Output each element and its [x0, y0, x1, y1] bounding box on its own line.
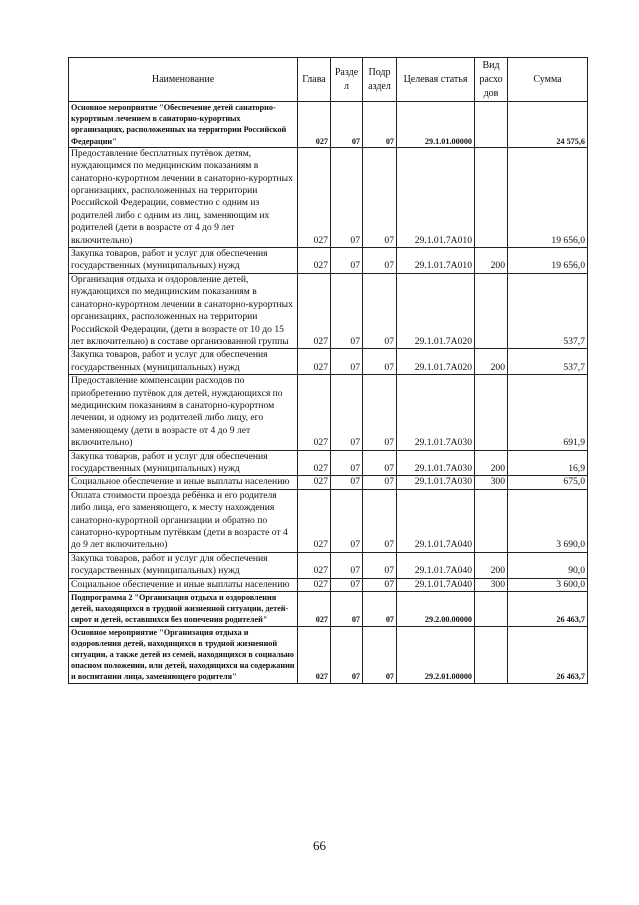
cell-razdel: 07 [331, 375, 363, 450]
cell-glava: 027 [298, 476, 331, 489]
table-row [69, 349, 588, 375]
cell-glava: 027 [298, 450, 331, 476]
cell-name: Закупка товаров, работ и услуг для обеспечения государственных (муниципальных) нужд [69, 450, 298, 476]
cell-podrazdel: 07 [363, 147, 397, 247]
cell-name: Оплата стоимости проезда ребёнка и его родителя либо лица, его заменяющего, к месту нахождения санаторно-курортной организации и обратно по санаторно-курортным путёвкам (дети в возрасте от 4 до 9 лет включительно) [69, 489, 298, 552]
header-podrazdel: Подр аздел [363, 58, 397, 102]
cell-razdel: 07 [331, 147, 363, 247]
header-sum: Сумма [508, 58, 588, 102]
cell-glava: 027 [298, 102, 331, 148]
cell-podrazdel: 07 [363, 476, 397, 489]
cell-target: 29.1.01.7А040 [397, 489, 475, 552]
cell-glava: 027 [298, 375, 331, 450]
cell-sum: 3 600,0 [508, 578, 588, 591]
cell-target: 29.2.01.00000 [397, 626, 475, 683]
cell-vid: 200 [475, 552, 508, 578]
cell-glava: 027 [298, 248, 331, 274]
cell-target: 29.1.01.7А010 [397, 248, 475, 274]
cell-vid [475, 626, 508, 683]
cell-sum: 675,0 [508, 476, 588, 489]
cell-vid: 300 [475, 578, 508, 591]
cell-vid: 200 [475, 450, 508, 476]
table-row [69, 450, 588, 476]
cell-podrazdel: 07 [363, 450, 397, 476]
cell-name: Предоставление бесплатных путёвок детям, нуждающимся по медицинским показаниям в санаторно-курортном лечении в санаторно-курортных организациях, расположенных на территории Российской Федерации, совместно с одним из родителей либо с одним из лиц, заменяющим их родителей (дети в возрасте от 4 до 9 лет включительно) [69, 147, 298, 247]
cell-vid: 300 [475, 476, 508, 489]
cell-sum: 26 463,7 [508, 592, 588, 627]
cell-podrazdel: 07 [363, 626, 397, 683]
cell-razdel: 07 [331, 349, 363, 375]
cell-razdel: 07 [331, 102, 363, 148]
table-row [69, 273, 588, 348]
cell-razdel: 07 [331, 476, 363, 489]
cell-podrazdel: 07 [363, 552, 397, 578]
cell-razdel: 07 [331, 450, 363, 476]
cell-target: 29.1.01.7А030 [397, 450, 475, 476]
cell-target: 29.1.01.7А020 [397, 349, 475, 375]
cell-razdel: 07 [331, 489, 363, 552]
cell-target: 29.1.01.7А030 [397, 476, 475, 489]
cell-target: 29.1.01.7А040 [397, 552, 475, 578]
cell-target: 29.2.00.00000 [397, 592, 475, 627]
cell-sum: 24 575,6 [508, 102, 588, 148]
cell-target: 29.1.01.7А040 [397, 578, 475, 591]
cell-razdel: 07 [331, 273, 363, 348]
cell-target: 29.1.01.7А020 [397, 273, 475, 348]
cell-vid [475, 489, 508, 552]
cell-vid [475, 102, 508, 148]
cell-glava: 027 [298, 578, 331, 591]
cell-name: Закупка товаров, работ и услуг для обеспечения государственных (муниципальных) нужд [69, 349, 298, 375]
table-row [69, 102, 588, 148]
cell-name: Предоставление компенсации расходов по приобретению путёвок для детей, нуждающихся по медицинским показаниям в санаторно-курортном лечении, и одному из родителей либо лицу, его заменяющему (дети в возрасте от 4 до 9 лет включительно) [69, 375, 298, 450]
cell-sum: 691,9 [508, 375, 588, 450]
cell-vid [475, 592, 508, 627]
cell-razdel: 07 [331, 578, 363, 591]
cell-name: Основное мероприятие "Обеспечение детей санаторно-курортным лечением в санаторно-курортных организациях, расположенных на территории Российской Федерации" [69, 102, 298, 148]
cell-target: 29.1.01.7А010 [397, 147, 475, 247]
header-glava: Глава [298, 58, 331, 102]
cell-glava: 027 [298, 626, 331, 683]
cell-glava: 027 [298, 552, 331, 578]
cell-glava: 027 [298, 349, 331, 375]
cell-glava: 027 [298, 592, 331, 627]
cell-razdel: 07 [331, 248, 363, 274]
cell-sum: 537,7 [508, 273, 588, 348]
cell-podrazdel: 07 [363, 489, 397, 552]
header-razdel: Разде л [331, 58, 363, 102]
cell-podrazdel: 07 [363, 273, 397, 348]
cell-podrazdel: 07 [363, 248, 397, 274]
header-vid: Вид расхо дов [475, 58, 508, 102]
table-header-row [69, 58, 588, 102]
cell-podrazdel: 07 [363, 102, 397, 148]
table-row [69, 489, 588, 552]
cell-sum: 26 463,7 [508, 626, 588, 683]
table-row [69, 552, 588, 578]
cell-glava: 027 [298, 147, 331, 247]
cell-vid: 200 [475, 248, 508, 274]
cell-glava: 027 [298, 273, 331, 348]
table-row [69, 248, 588, 274]
cell-vid [475, 273, 508, 348]
cell-name: Социальное обеспечение и иные выплаты населению [69, 578, 298, 591]
cell-name: Социальное обеспечение и иные выплаты населению [69, 476, 298, 489]
cell-vid [475, 375, 508, 450]
cell-podrazdel: 07 [363, 349, 397, 375]
cell-sum: 90,0 [508, 552, 588, 578]
cell-sum: 16,9 [508, 450, 588, 476]
cell-sum: 19 656,0 [508, 248, 588, 274]
page-number: 66 [313, 838, 326, 853]
table-row [69, 592, 588, 627]
table-row [69, 147, 588, 247]
header-target: Целевая статья [397, 58, 475, 102]
cell-name: Закупка товаров, работ и услуг для обеспечения государственных (муниципальных) нужд [69, 552, 298, 578]
table-row [69, 626, 588, 683]
cell-glava: 027 [298, 489, 331, 552]
budget-table [68, 57, 588, 684]
table-row [69, 476, 588, 489]
header-name: Наименование [69, 58, 298, 102]
cell-vid [475, 147, 508, 247]
table-body [69, 102, 588, 684]
cell-podrazdel: 07 [363, 592, 397, 627]
cell-target: 29.1.01.00000 [397, 102, 475, 148]
cell-name: Подпрограмма 2 "Организация отдыха и оздоровления детей, находящихся в трудной жизненной ситуации, детей-сирот и детей, оставшихся без попечения родителей" [69, 592, 298, 627]
cell-target: 29.1.01.7А030 [397, 375, 475, 450]
table-row [69, 375, 588, 450]
table-row [69, 578, 588, 591]
cell-podrazdel: 07 [363, 578, 397, 591]
cell-razdel: 07 [331, 626, 363, 683]
cell-vid: 200 [475, 349, 508, 375]
cell-podrazdel: 07 [363, 375, 397, 450]
cell-name: Организация отдыха и оздоровление детей, нуждающихся по медицинским показаниям в санаторно-курортном лечении в санаторно-курортных организациях, расположенных на территории Российской Федерации, (дети в возрасте от 10 до 15 лет включительно) в составе организованной группы [69, 273, 298, 348]
cell-razdel: 07 [331, 592, 363, 627]
cell-sum: 19 656,0 [508, 147, 588, 247]
cell-sum: 3 690,0 [508, 489, 588, 552]
cell-sum: 537,7 [508, 349, 588, 375]
cell-razdel: 07 [331, 552, 363, 578]
cell-name: Основное мероприятие "Организация отдыха и оздоровления детей, находящихся в трудной жизненной ситуации, а также детей из семей, находящихся в социально опасном положении, или детей, находящихся на содержании и воспитании лица, заменяющего родителя" [69, 626, 298, 683]
cell-name: Закупка товаров, работ и услуг для обеспечения государственных (муниципальных) нужд [69, 248, 298, 274]
